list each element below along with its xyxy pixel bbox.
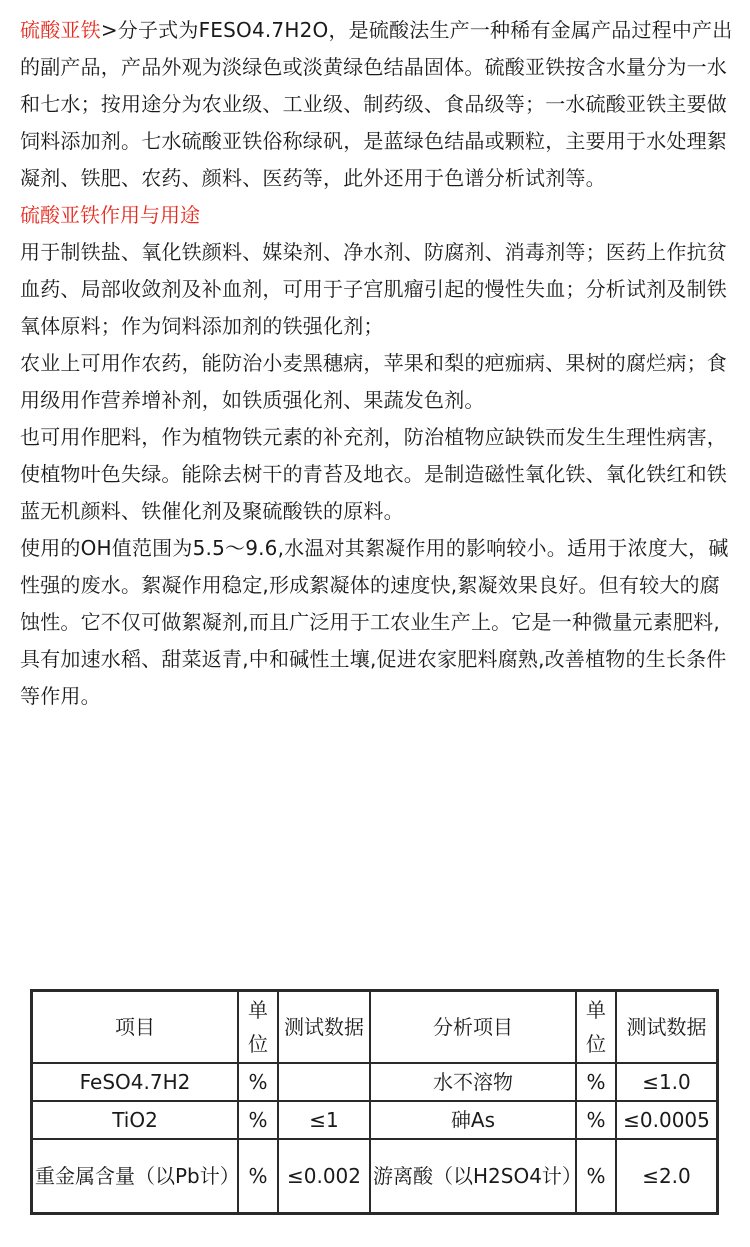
table-cell: ≤0.002: [278, 1139, 370, 1214]
article-body: [20, 12, 735, 715]
intro-term: 硫酸亚铁: [20, 18, 101, 42]
section-heading: 硫酸亚铁作用与用途: [20, 203, 200, 227]
table-row: [32, 1139, 718, 1214]
header-test-data: 测试数据: [278, 991, 370, 1064]
table-row: [32, 1101, 718, 1139]
table-row: [32, 1063, 718, 1101]
table-cell: 游离酸（以H2SO4计）: [370, 1139, 576, 1214]
header-unit: 单位: [238, 991, 278, 1064]
table-cell: %: [238, 1063, 278, 1101]
table-cell: %: [576, 1063, 616, 1101]
table-cell: ≤1: [278, 1101, 370, 1139]
paragraph-uses: 用于制铁盐、氧化铁颜料、媒染剂、净水剂、防腐剂、消毒剂等；医药上作抗贫血药、局部收敛剂及补血剂，可用于子宫肌瘤引起的慢性失血；分析试剂及制铁氧体原料；作为饲料添加剂的铁强化剂；: [20, 240, 727, 338]
paragraph-fertilizer: 也可用作肥料，作为植物铁元素的补充剂，防治植物应缺铁而发生生理性病害，使植物叶色失绿。能除去树干的青苔及地衣。是制造磁性氧化铁、氧化铁红和铁蓝无机颜料、铁催化剂及聚硫酸铁的原料。: [20, 425, 727, 523]
header-unit-2: 单位: [576, 991, 616, 1064]
table-cell: %: [238, 1101, 278, 1139]
table-cell: FeSO4.7H2: [32, 1063, 239, 1101]
intro-text: >分子式为FESO4.7H2O，是硫酸法生产一种稀有金属产品过程中产出的副产品，产品外观为淡绿色或淡黄绿色结晶固体。硫酸亚铁按含水量分为一水和七水；按用途分为农业级、工业级、制药级、食品级等；一水硫酸亚铁主要做饲料添加剂。七水硫酸亚铁俗称绿矾，是蓝绿色结晶或颗粒，主要用于水处理絮凝剂、铁肥、农药、颜料、医药等，此外还用于色谱分析试剂等。: [20, 18, 733, 190]
table-cell: 水不溶物: [370, 1063, 576, 1101]
table-header-row: [32, 991, 718, 1064]
table-cell: [278, 1063, 370, 1101]
table-cell: %: [576, 1101, 616, 1139]
table-cell: ≤2.0: [616, 1139, 718, 1214]
table-cell: 重金属含量（以Pb计）: [32, 1139, 239, 1214]
table-cell: %: [576, 1139, 616, 1214]
table-cell: ≤1.0: [616, 1063, 718, 1101]
table-cell: ≤0.0005: [616, 1101, 718, 1139]
intro-paragraph: [20, 12, 735, 197]
paragraph-agriculture: 农业上可用作农药，能防治小麦黑穗病，苹果和梨的疤痂病、果树的腐烂病；食用级用作营养增补剂，如铁质强化剂、果蔬发色剂。: [20, 351, 727, 412]
paragraph-flocculant: 使用的OH值范围为5.5～9.6,水温对其絮凝作用的影响较小。适用于浓度大，碱性强的废水。絮凝作用稳定,形成絮凝体的速度快,絮凝效果良好。但有较大的腐蚀性。它不仅可做絮凝剂,而且广泛用于工农业生产上。它是一种微量元素肥料,具有加速水稻、甜菜返青,中和碱性土壤,促进农家肥料腐熟,改善植物的生长条件等作用。: [20, 536, 729, 708]
spec-table: [30, 989, 719, 1215]
table-cell: 砷As: [370, 1101, 576, 1139]
table-cell: %: [238, 1139, 278, 1214]
header-item: 项目: [32, 991, 239, 1064]
table-cell: TiO2: [32, 1101, 239, 1139]
header-analysis-item: 分析项目: [370, 991, 576, 1064]
header-test-data-2: 测试数据: [616, 991, 718, 1064]
